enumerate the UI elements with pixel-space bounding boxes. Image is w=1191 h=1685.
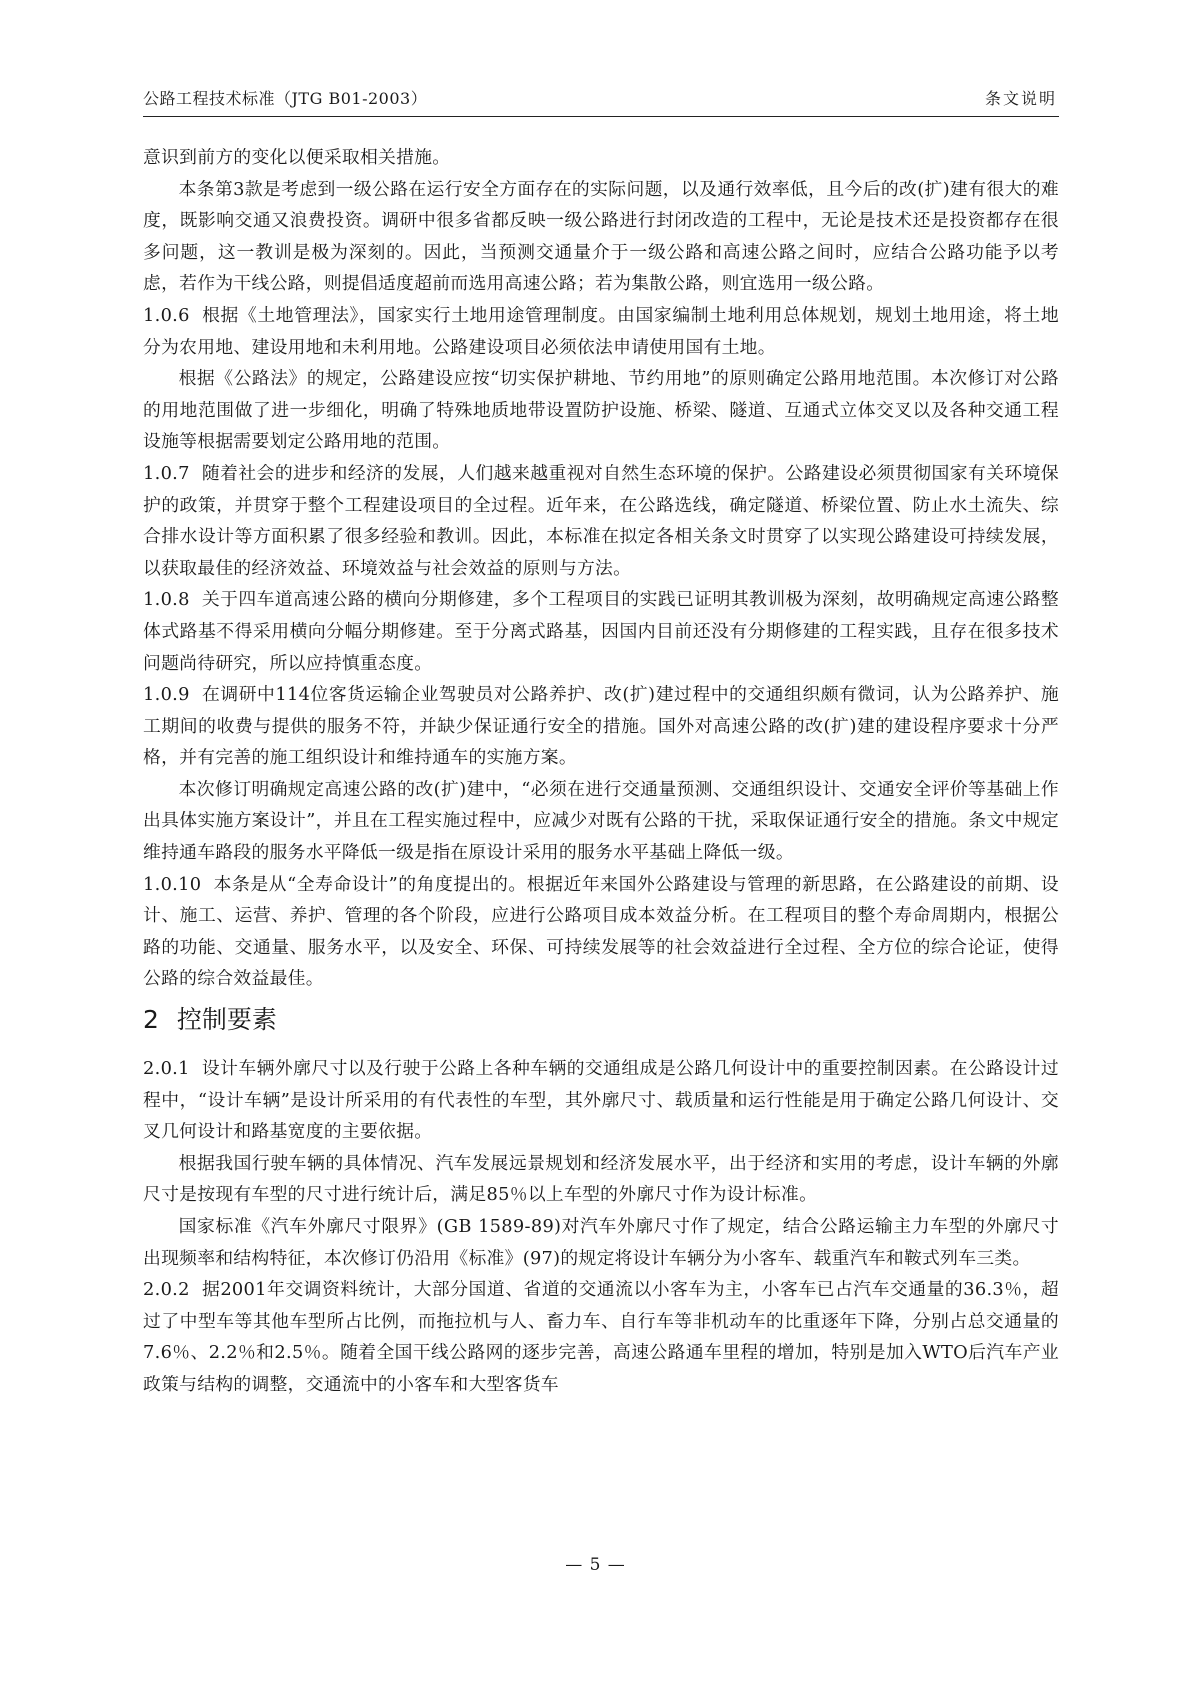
paragraph (143, 458, 1059, 584)
paragraph (143, 679, 1059, 774)
clause-number: 1.0.8 (143, 589, 190, 611)
paragraph-text: 根据《土地管理法》，国家实行土地用途管理制度。由国家编制土地利用总体规划，规划土地用途，将土地分为农用地、建设用地和未利用地。公路建设项目必须依法申请使用国有土地。 (143, 304, 1059, 358)
paragraph-text: 本次修订明确规定高速公路的改(扩)建中，“必须在进行交通量预测、交通组织设计、交通安全评价等基础上作出具体实施方案设计”，并且在工程实施过程中，应减少对既有公路的干扰，采取保证通行安全的措施。条文中规定维持通车路段的服务水平降低一级是指在原设计采用的服务水平基础上降低一级。 (143, 778, 1059, 864)
paragraph-text: 意识到前方的变化以便采取相关措施。 (143, 147, 451, 168)
paragraph (143, 774, 1059, 869)
paragraph (143, 869, 1059, 995)
clause-number: 1.0.6 (143, 304, 190, 326)
paragraph-text: 本条是从“全寿命设计”的角度提出的。根据近年来国外公路建设与管理的新思路，在公路建设的前期、设计、施工、运营、养护、管理的各个阶段，应进行公路项目成本效益分析。在工程项目的整个寿命周期内，根据公路的功能、交通量、服务水平，以及安全、环保、可持续发展等的社会效益进行全过程、全方位的综合论证，使得公路的综合效益最佳。 (143, 873, 1059, 990)
paragraph (143, 363, 1059, 458)
paragraph (143, 584, 1059, 679)
clause-number: 2.0.1 (143, 1058, 190, 1080)
paragraph-group-2 (143, 1053, 1059, 1401)
paragraph-text: 在调研中114位客货运输企业驾驶员对公路养护、改(扩)建过程中的交通组织颇有微词，认为公路养护、施工期间的收费与提供的服务不符，并缺少保证通行安全的措施。国外对高速公路的改(扩)建的建设程序要求十分严格，并有完善的施工组织设计和维持通车的实施方案。 (143, 684, 1059, 769)
running-header (143, 80, 1059, 117)
clause-number: 1.0.7 (143, 462, 190, 484)
section-heading (143, 1001, 1059, 1039)
header-title: 公路工程技术标准（JTG B01-2003） (143, 89, 428, 108)
paragraph-text: 随着社会的进步和经济的发展，人们越来越重视对自然生态环境的保护。公路建设必须贯彻国家有关环境保护的政策，并贯穿于整个工程建设项目的全过程。近年来，在公路选线，确定隧道、桥梁位置、防止水土流失、综合排水设计等方面积累了很多经验和教训。因此，本标准在拟定各相关条文时贯穿了以实现公路建设可持续发展，以获取最佳的经济效益、环境效益与社会效益的原则与方法。 (143, 462, 1059, 579)
header-section-label: 条文说明 (984, 89, 1057, 108)
paragraph-text: 国家标准《汽车外廓尺寸限界》(GB 1589-89)对汽车外廓尺寸作了规定，结合公路运输主力车型的外廓尺寸出现频率和结构特征，本次修订仍沿用《标准》(97)的规定将设计车辆分为小客车、载重汽车和鞍式列车三类。 (143, 1216, 1059, 1269)
paragraph (143, 142, 1059, 174)
clause-number: 1.0.10 (143, 873, 202, 895)
paragraph-text: 本条第3款是考虑到一级公路在运行安全方面存在的实际问题，以及通行效率低，且今后的改(扩)建有很大的难度，既影响交通又浪费投资。调研中很多省都反映一级公路进行封闭改造的工程中，无论是技术还是投资都存在很多问题，这一教训是极为深刻的。因此，当预测交通量介于一级公路和高速公路之间时，应结合公路功能予以考虑，若作为干线公路，则提倡适度超前而选用高速公路；若为集散公路，则宜选用一级公路。 (143, 178, 1059, 295)
page-number: — 5 — (565, 1555, 626, 1575)
paragraph (143, 1053, 1059, 1148)
paragraph (143, 300, 1059, 363)
paragraph-text: 据2001年交调资料统计，大部分国道、省道的交通流以小客车为主，小客车已占汽车交通量的36.3％，超过了中型车等其他车型所占比例，而拖拉机与人、畜力车、自行车等非机动车的比重逐年下降，分别占总交通量的7.6％、2.2％和2.5％。随着全国干线公路网的逐步完善，高速公路通车里程的增加，特别是加入WTO后汽车产业政策与结构的调整，交通流中的小客车和大型客货车 (143, 1279, 1059, 1395)
paragraph (143, 174, 1059, 300)
clause-number: 2.0.2 (143, 1279, 190, 1301)
paragraph-text: 根据《公路法》的规定，公路建设应按“切实保护耕地、节约用地”的原则确定公路用地范围。本次修订对公路的用地范围做了进一步细化，明确了特殊地质地带设置防护设施、桥梁、隧道、互通式立体交叉以及各种交通工程设施等根据需要划定公路用地的范围。 (143, 368, 1059, 453)
paragraph-text: 关于四车道高速公路的横向分期修建，多个工程项目的实践已证明其教训极为深刻，故明确规定高速公路整体式路基不得采用横向分幅分期修建。至于分离式路基，因国内目前还没有分期修建的工程实践，且存在很多技术问题尚待研究，所以应持慎重态度。 (143, 589, 1059, 674)
section-title: 控制要素 (176, 1005, 277, 1035)
paragraph-group-1 (143, 142, 1059, 995)
paragraph (143, 1211, 1059, 1274)
paragraph (143, 1148, 1059, 1211)
body-text (143, 142, 1059, 1401)
paragraph-text: 根据我国行驶车辆的具体情况、汽车发展远景规划和经济发展水平，出于经济和实用的考虑，设计车辆的外廓尺寸是按现有车型的尺寸进行统计后，满足85％以上车型的外廓尺寸作为设计标准。 (143, 1152, 1059, 1206)
section-number: 2 (143, 1005, 159, 1035)
paragraph-text: 设计车辆外廓尺寸以及行驶于公路上各种车辆的交通组成是公路几何设计中的重要控制因素。在公路设计过程中，“设计车辆”是设计所采用的有代表性的车型，其外廓尺寸、载质量和运行性能是用于确定公路几何设计、交叉几何设计和路基宽度的主要依据。 (143, 1058, 1059, 1143)
paragraph (143, 1274, 1059, 1400)
clause-number: 1.0.9 (143, 684, 190, 706)
